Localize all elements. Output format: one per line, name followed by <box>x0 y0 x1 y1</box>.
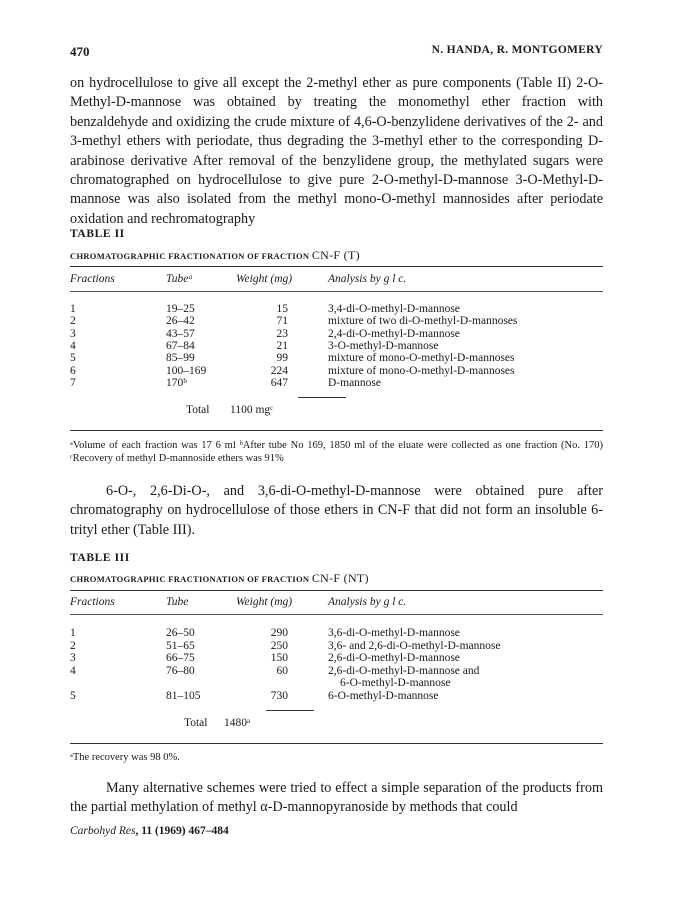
table-2-sum-rule <box>298 397 346 398</box>
table-3-header-tube: Tube <box>166 596 189 608</box>
cell-weight: 730 <box>270 690 288 702</box>
running-head: N. HANDA, R. MONTGOMERY <box>431 44 603 56</box>
cell-analysis: 2,4-di-O-methyl-D-mannose <box>328 327 460 340</box>
table-3-label: TABLE III <box>70 552 130 564</box>
table-3-caption-text: CHROMATOGRAPHIC FRACTIONATION OF FRACTION <box>70 574 310 584</box>
table-row <box>70 377 603 390</box>
table-2-header-tube: Tubeᵃ <box>166 273 193 285</box>
cell-weight: 290 <box>270 627 288 639</box>
table-3-bottom-rule <box>70 743 603 744</box>
table-2-header-rule <box>70 291 603 292</box>
cell-tube: 67–84 <box>166 339 195 352</box>
table-row <box>70 303 603 316</box>
cell-tube: 26–50 <box>166 627 195 639</box>
table-3-footnote: ᵃThe recovery was 98 0%. <box>70 752 180 763</box>
table-row <box>70 690 603 703</box>
table-row <box>70 352 603 365</box>
cell-fraction: 5 <box>70 352 76 365</box>
table-2-label: TABLE II <box>70 228 125 240</box>
cell-tube: 81–105 <box>166 690 201 702</box>
journal-volume-pages: , 11 (1969) 467–484 <box>135 825 229 837</box>
cell-weight: 99 <box>276 352 288 365</box>
cell-tube: 51–65 <box>166 639 195 652</box>
body-paragraph-1: on hydrocellulose to give all except the 2-methyl ether as pure components (Table II) 2-O-Methyl-D-mannose was obtained by treating the monomethyl ether fraction with benzaldehyde and oxidizing the crude mixture of 4,6-O-benzylidene derivatives of the 2- and 3-methyl ethers with periodate, thus degrading the 3-methyl ether to the corresponding D-arabinose derivative After removal of the benzylidene group, the methylated sugars were chromatographed on hydrocellulose to give pure 2-O-methyl-D-mannose 3-O-Methyl-D-mannose was also isolated from the methyl mono-O-methyl mannosides after periodate oxidation and rechromatography <box>70 75 603 227</box>
table-row <box>70 328 603 341</box>
table-2-header-weight: Weight (mg) <box>236 273 293 285</box>
cell-tube: 43–57 <box>166 327 195 340</box>
cell-tube: 66–75 <box>166 652 195 665</box>
table-row <box>70 665 603 678</box>
cell-weight: 250 <box>270 639 288 652</box>
cell-analysis: mixture of two di-O-methyl-D-mannoses <box>328 315 518 328</box>
table-3-sum-rule <box>266 710 314 711</box>
cell-weight: 71 <box>276 315 288 328</box>
page-header <box>70 44 603 62</box>
table-row-continuation <box>70 677 603 690</box>
table-2-bottom-rule <box>70 430 603 431</box>
table-3-top-rule <box>70 590 603 591</box>
table-row <box>70 627 603 640</box>
cell-analysis: 3,4-di-O-methyl-D-mannose <box>328 303 460 315</box>
cell-tube: 19–25 <box>166 303 195 315</box>
table-2-footnote: ᵃVolume of each fraction was 17 6 ml ᵇAfter tube No 169, 1850 ml of the eluate were collected as one fraction (No. 170) ᶜRecovery of methyl D-mannoside ethers was 91% <box>70 440 603 464</box>
table-row <box>70 365 603 378</box>
cell-tube: 26–42 <box>166 315 195 328</box>
cell-tube: 76–80 <box>166 664 195 677</box>
table-3-caption-code: CN-F (NT) <box>311 571 369 585</box>
table-2-caption-text: CHROMATOGRAPHIC FRACTIONATION OF FRACTION <box>70 251 310 261</box>
table-row <box>70 315 603 328</box>
table-3-total-value: 1480ᵃ <box>224 717 251 729</box>
table-2-header-analysis: Analysis by g l c. <box>328 273 407 285</box>
cell-weight: 15 <box>276 303 288 315</box>
table-3-header-analysis: Analysis by g l c. <box>328 596 407 608</box>
table-2-caption-code: CN-F (T) <box>311 248 360 262</box>
cell-analysis: D-mannose <box>328 376 382 389</box>
cell-analysis: 3,6-di-O-methyl-D-mannose <box>328 627 460 639</box>
journal-name: Carbohyd Res <box>70 825 136 837</box>
table-3-caption <box>70 571 369 586</box>
table-3-header-weight: Weight (mg) <box>236 596 293 608</box>
cell-analysis: 3-O-methyl-D-mannose <box>328 339 439 352</box>
page-number: 470 <box>70 44 90 59</box>
journal-citation <box>70 825 229 837</box>
table-2-total-value: 1100 mgᶜ <box>230 404 274 416</box>
cell-analysis: 2,6-di-O-methyl-D-mannose <box>328 652 460 665</box>
cell-weight: 23 <box>276 327 288 340</box>
table-2-total-label: Total <box>186 404 210 416</box>
cell-analysis: 6-O-methyl-D-mannose <box>328 690 439 702</box>
cell-fraction: 3 <box>70 652 76 665</box>
table-2-top-rule <box>70 266 603 267</box>
cell-analysis: 2,6-di-O-methyl-D-mannose and <box>328 664 480 677</box>
cell-fraction: 3 <box>70 327 76 340</box>
cell-fraction: 4 <box>70 339 76 352</box>
table-3-header-fractions: Fractions <box>70 596 115 608</box>
cell-tube: 170ᵇ <box>166 376 187 389</box>
table-row <box>70 652 603 665</box>
table-2-caption <box>70 248 360 263</box>
table-3-total-label: Total <box>184 717 208 729</box>
cell-analysis: mixture of mono-O-methyl-D-mannoses <box>328 364 515 377</box>
cell-fraction: 1 <box>70 303 76 315</box>
cell-fraction: 6 <box>70 364 76 377</box>
table-row <box>70 340 603 353</box>
body-paragraph-3: Many alternative schemes were tried to effect a simple separation of the products from the partial methylation of methyl α-D-mannopyranoside by methods that could <box>70 780 603 816</box>
cell-weight: 60 <box>276 664 288 677</box>
cell-fraction: 1 <box>70 627 76 639</box>
body-paragraph-2: 6-O-, 2,6-Di-O-, and 3,6-di-O-methyl-D-mannose were obtained pure after chromatography on hydrocellulose of those ethers in CN-F that did not form an insoluble 6-trityl ether (Table III). <box>70 483 603 538</box>
cell-fraction: 5 <box>70 690 76 702</box>
cell-weight: 224 <box>270 364 288 377</box>
cell-fraction: 2 <box>70 315 76 328</box>
table-3-header-rule <box>70 614 603 615</box>
cell-analysis: 3,6- and 2,6-di-O-methyl-D-mannose <box>328 639 501 652</box>
cell-weight: 647 <box>270 376 288 389</box>
cell-weight: 21 <box>276 339 288 352</box>
cell-tube: 85–99 <box>166 352 195 365</box>
cell-fraction: 7 <box>70 376 76 389</box>
cell-fraction: 2 <box>70 639 76 652</box>
table-row <box>70 640 603 653</box>
cell-analysis: mixture of mono-O-methyl-D-mannoses <box>328 352 515 365</box>
cell-analysis-continuation: 6-O-methyl-D-mannose <box>340 677 451 690</box>
cell-tube: 100–169 <box>166 364 207 377</box>
cell-weight: 150 <box>270 652 288 665</box>
table-2-header-fractions: Fractions <box>70 273 115 285</box>
cell-fraction: 4 <box>70 664 76 677</box>
